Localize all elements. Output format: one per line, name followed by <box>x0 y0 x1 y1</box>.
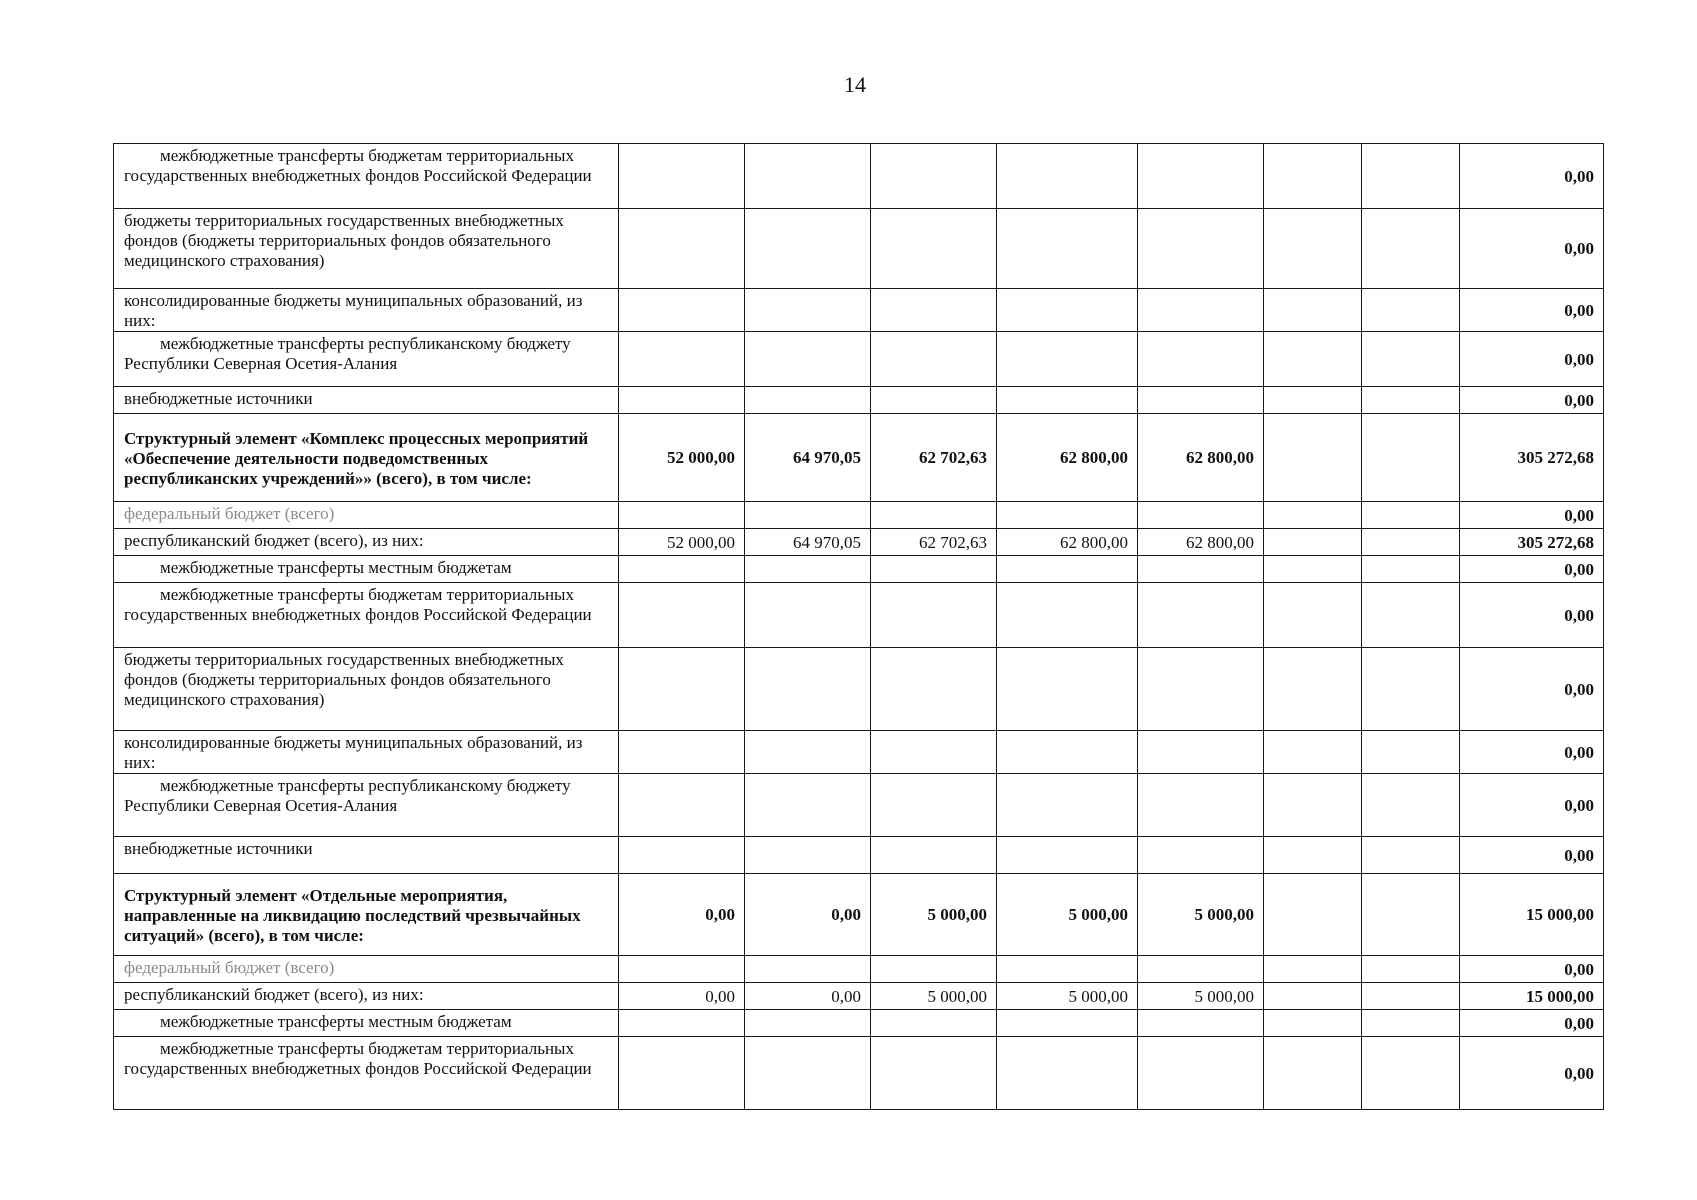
value-cell <box>997 1010 1138 1037</box>
table-row <box>114 774 1604 837</box>
value-cell <box>1264 502 1362 529</box>
table-row <box>114 556 1604 583</box>
value-cell: 52 000,00 <box>619 414 745 502</box>
table-row <box>114 289 1604 332</box>
value-cell <box>619 387 745 414</box>
value-cell <box>1138 332 1264 387</box>
value-cell <box>871 502 997 529</box>
value-cell <box>1264 1037 1362 1110</box>
row-label <box>114 583 619 648</box>
total-cell: 305 272,68 <box>1460 529 1604 556</box>
value-cell <box>619 289 745 332</box>
value-cell <box>1264 837 1362 874</box>
value-cell <box>1264 289 1362 332</box>
total-cell: 0,00 <box>1460 556 1604 583</box>
value-cell <box>745 1037 871 1110</box>
value-cell <box>1264 144 1362 209</box>
total-cell: 0,00 <box>1460 731 1604 774</box>
row-label <box>114 144 619 209</box>
value-cell <box>1264 529 1362 556</box>
value-cell <box>1138 956 1264 983</box>
table-row <box>114 209 1604 289</box>
value-cell <box>619 1010 745 1037</box>
value-cell: 5 000,00 <box>997 983 1138 1010</box>
budget-table-body <box>114 144 1604 1110</box>
table-row <box>114 1010 1604 1037</box>
value-cell <box>871 1037 997 1110</box>
value-cell <box>1138 209 1264 289</box>
value-cell <box>745 289 871 332</box>
value-cell <box>745 144 871 209</box>
value-cell <box>997 583 1138 648</box>
total-cell: 0,00 <box>1460 583 1604 648</box>
value-cell: 62 800,00 <box>997 414 1138 502</box>
value-cell <box>745 502 871 529</box>
value-cell <box>1362 144 1460 209</box>
value-cell <box>997 1037 1138 1110</box>
value-cell <box>1264 209 1362 289</box>
table-row <box>114 583 1604 648</box>
value-cell <box>619 209 745 289</box>
row-label-text: межбюджетные трансферты местным бюджетам <box>160 1012 512 1031</box>
value-cell <box>1264 983 1362 1010</box>
value-cell <box>619 502 745 529</box>
row-label-text: межбюджетные трансферты бюджетам территориальных государственных внебюджетных фондов Российской Федерации <box>124 146 592 185</box>
value-cell <box>871 289 997 332</box>
value-cell <box>1362 874 1460 956</box>
value-cell <box>997 731 1138 774</box>
table-row <box>114 144 1604 209</box>
value-cell <box>1138 289 1264 332</box>
value-cell <box>871 144 997 209</box>
table-row <box>114 956 1604 983</box>
table-row <box>114 502 1604 529</box>
value-cell <box>745 556 871 583</box>
table-row <box>114 414 1604 502</box>
value-cell <box>619 144 745 209</box>
row-label <box>114 332 619 387</box>
value-cell <box>1138 556 1264 583</box>
value-cell <box>1264 731 1362 774</box>
value-cell <box>871 648 997 731</box>
value-cell <box>619 556 745 583</box>
row-label-text: Структурный элемент «Отдельные мероприятия, направленные на ликвидацию последствий чрезвычайных ситуаций» (всего), в том числе: <box>124 885 581 945</box>
total-cell: 0,00 <box>1460 956 1604 983</box>
value-cell <box>997 837 1138 874</box>
value-cell <box>1264 414 1362 502</box>
total-cell: 0,00 <box>1460 1010 1604 1037</box>
total-cell: 0,00 <box>1460 387 1604 414</box>
total-cell: 0,00 <box>1460 648 1604 731</box>
value-cell: 5 000,00 <box>871 874 997 956</box>
table-row <box>114 1037 1604 1110</box>
value-cell <box>1362 648 1460 731</box>
total-cell: 0,00 <box>1460 1037 1604 1110</box>
value-cell <box>1264 387 1362 414</box>
value-cell <box>1362 387 1460 414</box>
value-cell <box>745 1010 871 1037</box>
value-cell <box>1362 332 1460 387</box>
value-cell <box>871 774 997 837</box>
value-cell <box>745 774 871 837</box>
table-row <box>114 529 1604 556</box>
value-cell <box>871 387 997 414</box>
value-cell <box>619 648 745 731</box>
value-cell <box>997 209 1138 289</box>
value-cell: 62 800,00 <box>1138 529 1264 556</box>
value-cell: 62 800,00 <box>997 529 1138 556</box>
row-label <box>114 837 619 874</box>
value-cell: 5 000,00 <box>997 874 1138 956</box>
value-cell <box>997 289 1138 332</box>
value-cell <box>997 556 1138 583</box>
value-cell <box>1362 774 1460 837</box>
row-label-text: межбюджетные трансферты республиканскому бюджету Республики Северная Осетия-Алания <box>124 334 571 373</box>
value-cell <box>1362 1037 1460 1110</box>
row-label <box>114 956 619 983</box>
value-cell <box>619 837 745 874</box>
budget-table <box>113 143 1604 1110</box>
value-cell <box>1362 583 1460 648</box>
value-cell: 5 000,00 <box>871 983 997 1010</box>
page-number: 14 <box>844 72 866 97</box>
value-cell <box>745 387 871 414</box>
value-cell: 62 702,63 <box>871 529 997 556</box>
value-cell <box>745 648 871 731</box>
table-row <box>114 874 1604 956</box>
value-cell <box>1362 731 1460 774</box>
value-cell <box>871 332 997 387</box>
row-label-text: межбюджетные трансферты местным бюджетам <box>160 558 512 577</box>
value-cell <box>1264 583 1362 648</box>
value-cell: 62 800,00 <box>1138 414 1264 502</box>
row-label-text: внебюджетные источники <box>124 839 313 858</box>
row-label-text: Структурный элемент «Комплекс процессных мероприятий «Обеспечение деятельности подведомственных республиканских учреждений»» (всего), в том числе: <box>124 428 589 488</box>
row-label <box>114 414 619 502</box>
value-cell <box>619 583 745 648</box>
total-cell: 0,00 <box>1460 774 1604 837</box>
value-cell <box>871 556 997 583</box>
value-cell <box>1264 956 1362 983</box>
value-cell <box>1138 144 1264 209</box>
value-cell <box>997 648 1138 731</box>
row-label-text: федеральный бюджет (всего) <box>124 958 335 977</box>
row-label <box>114 387 619 414</box>
value-cell <box>1138 387 1264 414</box>
value-cell <box>745 956 871 983</box>
row-label <box>114 556 619 583</box>
value-cell <box>1138 774 1264 837</box>
value-cell <box>871 583 997 648</box>
total-cell: 305 272,68 <box>1460 414 1604 502</box>
row-label-text: консолидированные бюджеты муниципальных образований, из них: <box>124 291 583 330</box>
value-cell <box>997 502 1138 529</box>
value-cell: 0,00 <box>619 874 745 956</box>
total-cell: 15 000,00 <box>1460 983 1604 1010</box>
value-cell <box>1362 529 1460 556</box>
value-cell: 0,00 <box>619 983 745 1010</box>
row-label-text: межбюджетные трансферты бюджетам территориальных государственных внебюджетных фондов Российской Федерации <box>124 585 592 624</box>
value-cell <box>1362 289 1460 332</box>
total-cell: 0,00 <box>1460 502 1604 529</box>
value-cell <box>997 332 1138 387</box>
value-cell: 52 000,00 <box>619 529 745 556</box>
value-cell <box>1362 209 1460 289</box>
row-label <box>114 774 619 837</box>
table-row <box>114 731 1604 774</box>
value-cell <box>1138 583 1264 648</box>
value-cell <box>1362 414 1460 502</box>
value-cell <box>871 837 997 874</box>
value-cell <box>871 1010 997 1037</box>
value-cell <box>745 332 871 387</box>
row-label <box>114 983 619 1010</box>
value-cell <box>619 956 745 983</box>
value-cell <box>997 956 1138 983</box>
value-cell <box>1138 1010 1264 1037</box>
value-cell <box>997 387 1138 414</box>
value-cell: 62 702,63 <box>871 414 997 502</box>
total-cell: 15 000,00 <box>1460 874 1604 956</box>
value-cell: 5 000,00 <box>1138 983 1264 1010</box>
value-cell <box>871 731 997 774</box>
total-cell: 0,00 <box>1460 144 1604 209</box>
row-label <box>114 731 619 774</box>
value-cell <box>1138 837 1264 874</box>
value-cell <box>619 332 745 387</box>
value-cell <box>871 956 997 983</box>
row-label-text: внебюджетные источники <box>124 389 313 408</box>
row-label <box>114 289 619 332</box>
value-cell <box>1362 502 1460 529</box>
value-cell <box>1138 1037 1264 1110</box>
value-cell <box>1362 837 1460 874</box>
table-row <box>114 332 1604 387</box>
value-cell <box>1264 556 1362 583</box>
row-label <box>114 502 619 529</box>
row-label-text: республиканский бюджет (всего), из них: <box>124 531 424 550</box>
value-cell <box>745 837 871 874</box>
value-cell <box>745 583 871 648</box>
value-cell <box>619 774 745 837</box>
row-label <box>114 209 619 289</box>
row-label-text: межбюджетные трансферты республиканскому бюджету Республики Северная Осетия-Алания <box>124 776 571 815</box>
value-cell <box>1138 502 1264 529</box>
row-label-text: консолидированные бюджеты муниципальных образований, из них: <box>124 733 583 772</box>
row-label <box>114 1010 619 1037</box>
value-cell <box>745 731 871 774</box>
total-cell: 0,00 <box>1460 837 1604 874</box>
value-cell <box>1264 332 1362 387</box>
value-cell: 64 970,05 <box>745 414 871 502</box>
value-cell: 64 970,05 <box>745 529 871 556</box>
total-cell: 0,00 <box>1460 289 1604 332</box>
value-cell <box>745 209 871 289</box>
row-label-text: республиканский бюджет (всего), из них: <box>124 985 424 1004</box>
value-cell: 0,00 <box>745 874 871 956</box>
row-label-text: федеральный бюджет (всего) <box>124 504 335 523</box>
value-cell: 5 000,00 <box>1138 874 1264 956</box>
value-cell <box>1264 774 1362 837</box>
row-label <box>114 529 619 556</box>
value-cell <box>1264 874 1362 956</box>
total-cell: 0,00 <box>1460 209 1604 289</box>
value-cell <box>1362 556 1460 583</box>
value-cell <box>997 774 1138 837</box>
row-label <box>114 1037 619 1110</box>
total-cell: 0,00 <box>1460 332 1604 387</box>
value-cell <box>619 731 745 774</box>
row-label <box>114 648 619 731</box>
table-row <box>114 387 1604 414</box>
value-cell <box>1264 1010 1362 1037</box>
value-cell <box>1264 648 1362 731</box>
value-cell: 0,00 <box>745 983 871 1010</box>
table-row <box>114 837 1604 874</box>
value-cell <box>619 1037 745 1110</box>
value-cell <box>1362 956 1460 983</box>
row-label-text: бюджеты территориальных государственных внебюджетных фондов (бюджеты территориальных фондов обязательного медицинского страхования) <box>124 650 564 709</box>
value-cell <box>871 209 997 289</box>
value-cell <box>1138 648 1264 731</box>
value-cell <box>997 144 1138 209</box>
table-row <box>114 648 1604 731</box>
value-cell <box>1362 1010 1460 1037</box>
value-cell <box>1138 731 1264 774</box>
row-label-text: бюджеты территориальных государственных внебюджетных фондов (бюджеты территориальных фондов обязательного медицинского страхования) <box>124 211 564 270</box>
value-cell <box>1362 983 1460 1010</box>
row-label-text: межбюджетные трансферты бюджетам территориальных государственных внебюджетных фондов Российской Федерации <box>124 1039 592 1078</box>
table-row <box>114 983 1604 1010</box>
row-label <box>114 874 619 956</box>
